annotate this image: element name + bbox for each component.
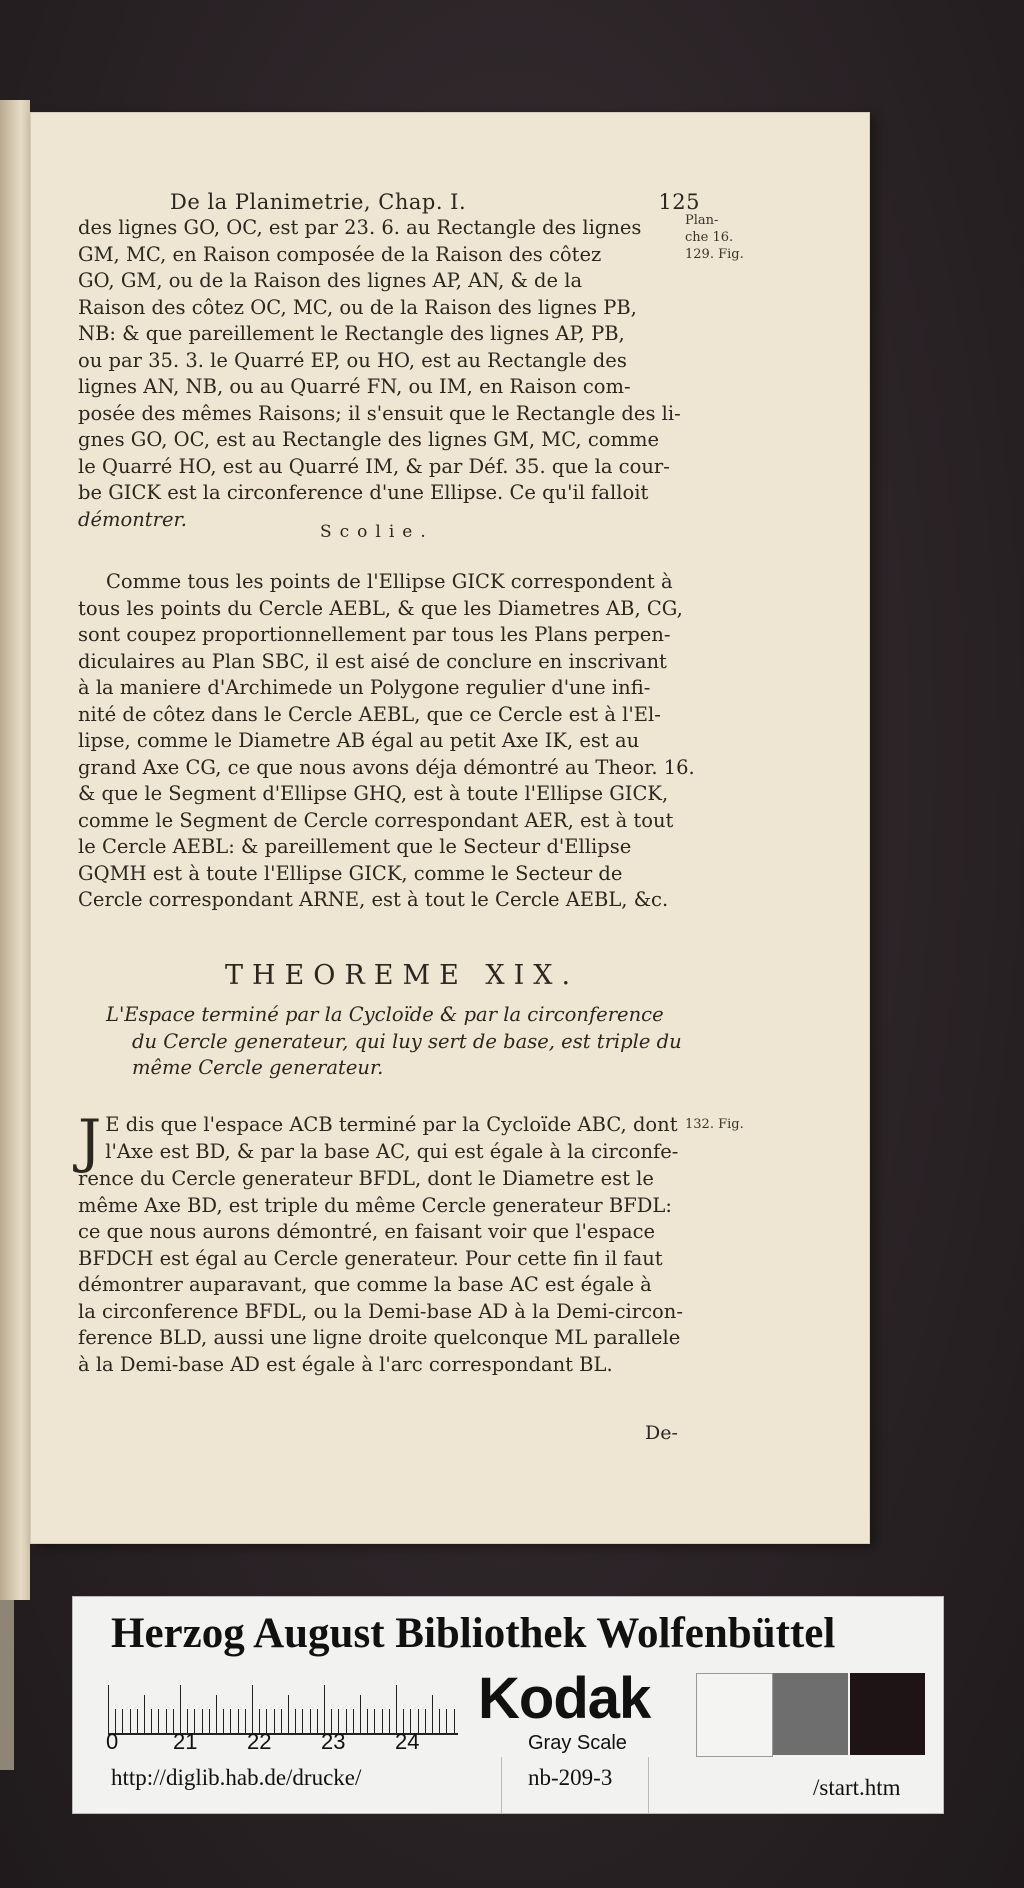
ruler-tick: [425, 1709, 426, 1733]
ruler-tick: [144, 1695, 145, 1733]
text-line: lignes AN, NB, ou au Quarré FN, ou IM, en Raison com-: [78, 375, 631, 398]
text-line: à la maniere d'Archimede un Polygone regulier d'une infi-: [78, 676, 651, 699]
theorem-proof-paragraph: [78, 1107, 683, 1378]
ruler-tick: [432, 1695, 433, 1733]
gray-swatch: [773, 1673, 848, 1755]
text-line: Raison des côtez OC, MC, ou de la Raison des lignes PB,: [78, 295, 637, 319]
divider: [501, 1757, 502, 1813]
text-line: ce que nous aurons démontré, en faisant voir que l'espace: [78, 1220, 656, 1243]
ruler-tick: [439, 1709, 440, 1733]
scolie-paragraph: [78, 569, 695, 914]
ruler: [108, 1669, 458, 1735]
library-name: Herzog August Bibliothek Wolfenbüttel: [111, 1610, 836, 1657]
theorem-statement: [106, 1002, 706, 1082]
text-line: GM, MC, en Raison composée de la Raison des côtez: [78, 242, 602, 266]
ruler-tick: [230, 1709, 231, 1733]
ruler-tick: [454, 1709, 455, 1733]
ruler-tick: [209, 1709, 210, 1733]
url-right: /start.htm: [813, 1775, 901, 1800]
text-line: NB: & que pareillement le Rectangle des lignes AP, PB,: [78, 322, 625, 345]
text-line: démontrer.: [78, 507, 187, 531]
text-line: diculaires au Plan SBC, il est aisé de conclure en inscrivant: [78, 649, 667, 673]
text-line: be GICK est la circonference d'une Ellipse. Ce qu'il falloit: [78, 481, 649, 504]
text-line: le Cercle AEBL: & pareillement que le Secteur d'Ellipse: [78, 835, 632, 858]
text-line: posée des mêmes Raisons; il s'ensuit que le Rectangle des li-: [78, 401, 681, 425]
ruler-tick: [252, 1685, 253, 1733]
ruler-tick: [108, 1685, 109, 1733]
margin-note-figure: 132. Fig.: [685, 1117, 744, 1132]
black-swatch: [850, 1673, 925, 1755]
text-line: la circonference BFDL, ou la Demi-base AD à la Demi-circon-: [78, 1299, 683, 1323]
proof-paragraph: [78, 215, 681, 533]
color-target-card: [72, 1596, 944, 1814]
text-line: GO, GM, ou de la Raison des lignes AP, AN, & de la: [78, 269, 583, 292]
text-line: même Axe BD, est triple du même Cercle generateur BFDL:: [78, 1193, 672, 1217]
ruler-tick: [202, 1709, 203, 1733]
margin-note-line: Plan-: [685, 213, 719, 228]
ruler-tick: [382, 1709, 383, 1733]
text-line: lipse, comme le Diametre AB égal au petit Axe IK, est au: [78, 729, 640, 752]
ruler-tick: [151, 1709, 152, 1733]
ruler-tick: [389, 1709, 390, 1733]
ruler-tick: [166, 1709, 167, 1733]
ruler-tick: [367, 1709, 368, 1733]
ruler-tick: [223, 1709, 224, 1733]
text-line: sont coupez proportionnellement par tous les Plans perpen-: [78, 623, 671, 646]
text-line: BFDCH est égal au Cercle generateur. Pour cette fin il faut: [78, 1246, 663, 1270]
text-line: à la Demi-base AD est égale à l'arc correspondant BL.: [78, 1352, 613, 1376]
page-edge-shadow: [0, 1600, 14, 1770]
white-swatch: [696, 1673, 773, 1757]
ruler-tick: [238, 1709, 239, 1733]
ruler-tick: [353, 1709, 354, 1733]
shelfmark: nb-209-3: [528, 1765, 613, 1790]
ruler-tick: [346, 1709, 347, 1733]
text-line: E dis que l'espace ACB terminé par la Cycloïde ABC, dont: [105, 1113, 678, 1136]
gray-scale-label: Gray Scale: [528, 1732, 627, 1754]
ruler-tick: [216, 1695, 217, 1733]
text-line: grand Axe CG, ce que nous avons déja démontré au Theor. 16.: [78, 755, 695, 779]
scolie-heading: Scolie.: [320, 522, 434, 542]
margin-note-line: che 16.: [685, 230, 734, 245]
ruler-tick: [274, 1709, 275, 1733]
text-line: l'Axe est BD, & par la base AC, qui est égale à la circonfe-: [105, 1139, 679, 1163]
ruler-tick: [302, 1709, 303, 1733]
text-line: du Cercle generateur, qui luy sert de base, est triple du: [132, 1029, 682, 1053]
text-line: démontrer auparavant, que comme la base AC est égale à: [78, 1273, 652, 1296]
text-line: tous les points du Cercle AEBL, & que les Diametres AB, CG,: [78, 596, 683, 620]
ruler-tick: [310, 1709, 311, 1733]
ruler-number: 24: [395, 1729, 420, 1754]
text-line: des lignes GO, OC, est par 23. 6. au Rectangle des lignes: [78, 216, 642, 239]
text-line: comme le Segment de Cercle correspondant AER, est à tout: [78, 808, 674, 832]
ruler-tick: [295, 1709, 296, 1733]
text-line: nité de côtez dans le Cercle AEBL, que ce Cercle est à l'El-: [78, 702, 661, 726]
ruler-number: 0: [106, 1729, 119, 1754]
ruler-tick: [137, 1709, 138, 1733]
ruler-number: 22: [247, 1729, 272, 1754]
ruler-tick: [446, 1709, 447, 1733]
ruler-tick: [281, 1709, 282, 1733]
ruler-number: 21: [173, 1729, 198, 1754]
drop-cap: J: [78, 1107, 102, 1175]
theorem-heading: THEOREME XIX.: [225, 960, 580, 991]
text-line: le Quarré HO, est au Quarré IM, & par Déf. 35. que la cour-: [78, 454, 670, 478]
ruler-tick: [245, 1709, 246, 1733]
text-line: Cercle correspondant ARNE, est à tout le Cercle AEBL, &c.: [78, 888, 669, 911]
ruler-tick: [288, 1695, 289, 1733]
text-line: ference BLD, aussi une ligne droite quelconque ML parallele: [78, 1326, 681, 1349]
text-line: L'Espace terminé par la Cycloïde & par la circonference: [106, 1003, 664, 1026]
text-line: gnes GO, OC, est au Rectangle des lignes GM, MC, comme: [78, 428, 660, 451]
running-header: [170, 190, 700, 214]
margin-note-line: 129. Fig.: [685, 247, 744, 262]
ruler-tick: [180, 1685, 181, 1733]
ruler-tick: [396, 1685, 397, 1733]
ruler-tick: [130, 1709, 131, 1733]
ruler-tick: [317, 1709, 318, 1733]
text-line: rence du Cercle generateur BFDL, dont le Diametre est le: [78, 1167, 654, 1190]
book-page: [30, 112, 870, 1544]
text-line: GQMH est à toute l'Ellipse GICK, comme le Secteur de: [78, 861, 623, 885]
page-number: 125: [658, 190, 700, 214]
ruler-tick: [324, 1685, 325, 1733]
ruler-tick: [158, 1709, 159, 1733]
previous-page-edge: [0, 100, 30, 1600]
running-title: De la Planimetrie, Chap. I.: [170, 190, 467, 214]
url-left: http://diglib.hab.de/drucke/: [111, 1765, 362, 1790]
divider: [648, 1757, 649, 1813]
margin-note-plate: [685, 212, 744, 263]
ruler-number: 23: [321, 1729, 346, 1754]
text-line: même Cercle generateur.: [132, 1056, 384, 1079]
ruler-tick: [360, 1695, 361, 1733]
text-line: ou par 35. 3. le Quarré EP, ou HO, est au Rectangle des: [78, 348, 627, 372]
ruler-tick: [374, 1709, 375, 1733]
ruler-tick: [122, 1709, 123, 1733]
kodak-logo: Kodak: [478, 1666, 651, 1731]
text-line: & que le Segment d'Ellipse GHQ, est à toute l'Ellipse GICK,: [78, 782, 669, 805]
catchword: De-: [645, 1422, 678, 1444]
text-line: Comme tous les points de l'Ellipse GICK correspondent à: [106, 570, 673, 593]
